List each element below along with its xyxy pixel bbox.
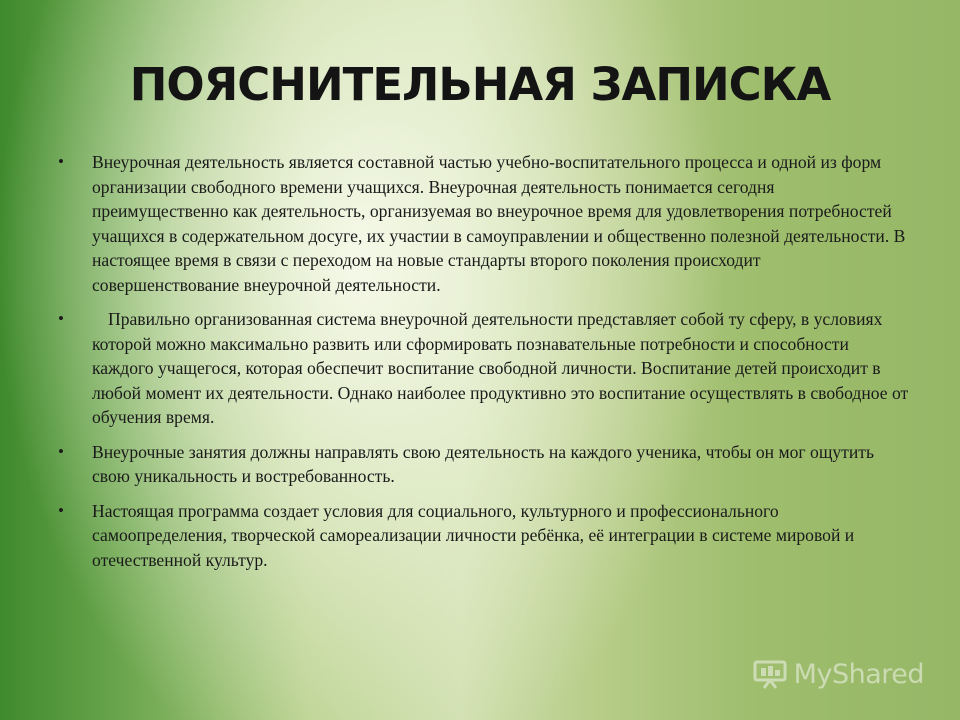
bullet-text: Правильно организованная система внеурочной деятельности представляет собой ту сферу, в условиях которой можно максимально развить или сформировать познавательные потребности и способности каждого учащегося, которая обеспечит воспитание свободной личности. Воспитание детей происходит в любой момент их деятельности. Однако наиболее продуктивно это воспитание осуществлять в свободное от обучения время. — [92, 309, 909, 427]
bullet-item — [58, 150, 910, 297]
bullet-item — [58, 440, 910, 489]
slide-title: ПОЯСНИТЕЛЬНАЯ ЗАПИСКА — [129, 58, 831, 111]
bullet-text: Внеурочные занятия должны направлять свою деятельность на каждого ученика, чтобы он мог ощутить свою уникальность и востребованность. — [92, 441, 874, 486]
presentation-board-icon — [752, 658, 788, 690]
bullet-item — [58, 307, 910, 430]
bullet-marker: • — [58, 500, 64, 520]
watermark-text: MyShared — [793, 658, 924, 690]
bullet-list — [58, 150, 910, 582]
bullet-marker: • — [58, 441, 64, 461]
bullet-text: Внеурочная деятельность является составной частью учебно-воспитательного процесса и одной из форм организации свободного времени учащихся. Внеурочная деятельность понимается сегодня преимущественно как деятельность, организуемая во внеурочное время для удовлетворения потребностей учащихся в содержательном досуге, их участии в самоуправлении и общественно полезной деятельности. В настоящее время в связи с переходом на новые стандарты второго поколения происходит совершенствование внеурочной деятельности. — [92, 152, 906, 295]
bullet-text: Настоящая программа создает условия для социального, культурного и профессионального самоопределения, творческой самореализации личности ребёнка, её интеграции в системе мировой и отечественной культур. — [92, 500, 855, 570]
watermark-logo — [752, 658, 924, 690]
bullet-marker: • — [58, 152, 64, 171]
bullet-marker: • — [58, 309, 64, 328]
bullet-item — [58, 499, 910, 573]
